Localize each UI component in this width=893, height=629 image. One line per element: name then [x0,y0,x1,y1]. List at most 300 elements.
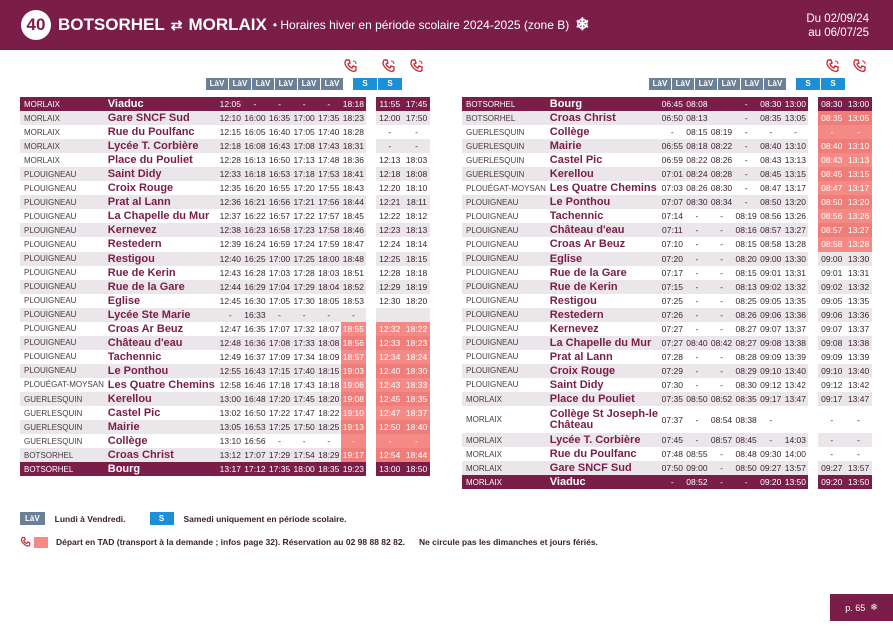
timetable-row [462,364,872,378]
column-gap [808,406,819,433]
departure-time: 18:30 [403,364,430,378]
timetable-row [20,97,430,111]
stop-name: Collège St Joseph-le Château [549,407,658,431]
timetable-row [20,448,430,462]
departure-time: 08:50 [685,392,710,406]
departure-time: 18:09 [318,351,340,362]
departure-time: 08:58 [818,237,845,251]
stop-name: Croix Rouge [107,182,174,195]
timetable-row [462,125,872,139]
departure-time: 18:35 [316,462,341,476]
departure-time: 07:30 [661,379,683,390]
departure-time: 16:55 [268,183,291,194]
departure-time: 07:27 [660,336,685,350]
departure-time: 07:27 [661,323,683,334]
timetable-row [20,209,430,223]
departure-time: - [709,280,734,294]
legend-tad [20,536,598,548]
column-gap [366,322,377,336]
departure-time: 13:42 [847,379,870,390]
timetable-botsorhel-morlaix [462,97,872,489]
stop-name: Tachennic [549,210,604,223]
departure-time: 08:52 [709,392,734,406]
saturday-column-header: S [796,78,820,90]
departure-time: 12:49 [219,351,241,362]
departure-time: - [403,139,430,153]
departure-time: 18:28 [342,127,364,138]
departure-time: 18:24 [403,350,430,364]
left-column-headers [206,78,403,90]
departure-time: 16:33 [243,308,268,322]
timetable-row [20,167,430,181]
departure-time: 16:23 [243,223,268,237]
column-gap [808,350,819,364]
weekday-column-header: LàV [298,78,320,90]
departure-time: 17:57 [318,211,340,222]
timetable-row [462,97,872,111]
departure-time: 17:07 [268,323,291,334]
stop-name: Croas Ar Beuz [549,238,626,251]
departure-time: - [709,308,734,322]
commune-name: GUERLESQUIN [462,167,550,181]
departure-time: 13:10 [783,139,808,153]
departure-time: 17:21 [292,195,317,209]
departure-time: 09:05 [760,295,782,306]
stop-name: Château d'eau [108,336,218,350]
column-gap [808,195,819,209]
stop-name: Eglise [107,294,141,307]
departure-time: 12:13 [379,155,401,166]
departure-time: 18:22 [318,408,340,419]
commune-name: PLOUIGNEAU [20,364,108,378]
column-gap [366,139,377,153]
departure-time: 18:48 [341,252,366,266]
departure-time: 08:30 [735,379,757,390]
departure-time: 13:32 [783,280,808,294]
departure-time: - [388,127,392,138]
stop-name: Rue du Poulfanc [549,448,637,461]
departure-time: 13:35 [847,295,870,306]
departure-time: - [830,449,834,460]
departure-time: 16:46 [244,379,266,390]
saturday-column-header: S [378,78,402,90]
departure-time: 08:30 [758,97,783,111]
departure-time: 08:26 [734,308,759,322]
departure-time: 08:45 [818,167,845,181]
departure-time: 12:28 [379,267,401,278]
departure-time: 08:43 [818,153,845,167]
departure-time: - [720,379,723,390]
departure-time: 08:13 [734,280,759,294]
departure-time: 12:54 [376,448,403,462]
departure-time: 08:42 [709,336,734,350]
timetable-row [20,434,430,448]
departure-time: 19:17 [341,448,366,462]
column-gap [366,125,377,139]
departure-time: 07:35 [660,392,685,406]
departure-time: 08:40 [685,336,710,350]
timetable-row [462,308,872,322]
departure-time: - [327,436,331,447]
departure-time: 12:18 [376,167,403,181]
departure-time: 16:40 [268,127,291,138]
departure-time: 12:48 [218,336,243,350]
departure-time: 13:42 [784,379,806,390]
weekday-column-header: LàV [321,78,343,90]
departure-time: 08:57 [758,223,783,237]
departure-time: 12:25 [376,252,403,266]
departure-time [403,308,430,322]
departure-time: 09:02 [758,280,783,294]
departure-time: - [267,97,292,111]
departure-time: 08:30 [818,97,845,111]
departure-time: 16:29 [243,280,268,294]
departure-time: 18:07 [318,323,340,334]
column-gap [808,475,819,489]
stop-name: Castel Pic [107,407,161,420]
date-from: Du 02/09/24 [806,13,869,25]
commune-name: GUERLESQUIN [20,420,108,434]
commune-name: MORLAIX [462,475,550,489]
departure-time: 09:10 [818,364,845,378]
departure-time: 18:36 [342,155,364,166]
timetable-row [462,223,872,237]
timetable-row [462,195,872,209]
departure-time: 13:31 [847,267,870,278]
stop-name: Place du Pouliet [107,154,193,167]
timetable-row [462,209,872,223]
timetable-row [462,266,872,280]
departure-time: 08:22 [686,155,708,166]
departure-time: 17:29 [292,280,317,294]
stop-name: Le Ponthou [108,364,218,378]
departure-time: 18:57 [341,350,366,364]
column-gap [808,181,819,195]
commune-name: PLOUIGNEAU [24,239,77,249]
departure-time: 17:04 [267,280,292,294]
departure-time: 08:15 [686,127,708,138]
departure-time: 13:38 [845,336,872,350]
commune-name: MORLAIX [20,97,108,111]
departure-time: - [218,308,243,322]
departure-time: 13:26 [784,211,806,222]
departure-time: 18:37 [403,406,430,420]
commune-name: PLOUIGNEAU [466,296,519,306]
column-gap [808,97,819,111]
departure-time: 12:45 [219,295,241,306]
departure-time: 08:30 [710,183,733,194]
commune-name: PLOUIGNEAU [466,211,519,221]
weekday-column-header: LàV [649,78,671,90]
stop-name: Gare SNCF Sud [550,461,660,475]
departure-time: 08:54 [710,414,733,425]
departure-time: - [720,267,723,278]
departure-time: 18:05 [318,295,340,306]
departure-time: 07:17 [661,267,683,278]
commune-name: PLOUIGNEAU [24,183,77,193]
departure-time: - [845,433,872,447]
timetable-morlaix-botsorhel [20,97,430,476]
stop-name: Rue de Kerin [107,266,176,279]
departure-time: 08:35 [818,111,845,125]
timetable-row [20,280,430,294]
departure-time: - [709,461,734,475]
departure-time: 06:55 [660,139,685,153]
departure-time: 09:12 [821,379,843,390]
weekday-column-header: LàV [275,78,297,90]
departure-time: 18:19 [403,280,430,294]
timetable-row [20,266,430,280]
column-gap [366,308,377,322]
departure-time: 18:55 [341,322,366,336]
departure-time: 16:43 [243,364,268,378]
stop-name: Lycée T. Corbière [550,433,660,447]
departure-time: 17:45 [403,97,430,111]
departure-time: - [845,125,872,139]
departure-time: - [376,139,403,153]
commune-name: PLOUIGNEAU [462,252,550,266]
column-gap [808,125,819,139]
departure-time: 08:50 [734,461,759,475]
departure-time: 14:00 [784,449,806,460]
departure-time: 18:44 [341,195,366,209]
departure-time: - [720,295,723,306]
commune-name: PLOUIGNEAU [466,268,519,278]
column-gap [366,350,377,364]
departure-time: 12:50 [376,420,403,434]
departure-time: 17:23 [292,223,317,237]
departure-time: 18:00 [316,252,341,266]
departure-time: - [720,449,723,460]
timetable-row [20,195,430,209]
commune-name: GUERLESQUIN [462,139,550,153]
weekday-column-header: LàV [672,78,694,90]
column-gap [808,237,819,251]
column-gap [808,280,819,294]
departure-time: 08:40 [818,139,845,153]
stop-name: Rue du Poulfanc [107,126,195,139]
departure-time: 08:19 [735,211,757,222]
departure-time: - [243,97,268,111]
departure-time: 17:45 [292,392,317,406]
departure-time: 18:33 [403,378,430,392]
departure-time: 18:23 [403,336,430,350]
header-banner [0,0,893,50]
commune-name: MORLAIX [462,392,550,406]
column-gap [808,461,819,475]
timetable-row [20,322,430,336]
departure-time: 12:40 [376,364,403,378]
departure-time: - [695,267,699,278]
departure-time: 17:43 [293,379,315,390]
departure-time: - [695,351,699,362]
departure-time: - [292,97,317,111]
departure-time: 17:09 [268,351,291,362]
stop-name: Kerellou [108,392,218,406]
departure-time: 09:20 [818,475,845,489]
departure-time: 08:19 [710,127,733,138]
departure-time: 13:39 [847,351,870,362]
departure-time: 12:10 [218,111,243,125]
departure-time: 08:45 [734,433,759,447]
departure-time: 17:15 [267,364,292,378]
departure-time: - [695,211,699,222]
column-gap [366,420,377,434]
departure-time: - [734,139,759,153]
stop-name: Croas Christ [550,111,660,125]
departure-time: 13:17 [218,462,243,476]
commune-name: PLOUIGNEAU [462,336,550,350]
stop-name: Collège [549,126,590,139]
departure-time: 09:01 [760,267,782,278]
departure-time: 09:20 [758,475,783,489]
departure-time: 16:25 [243,252,268,266]
departure-time: 13:26 [845,209,872,223]
departure-time: 08:38 [735,414,757,425]
stop-name: Château d'eau [550,223,660,237]
departure-time: - [403,434,430,448]
departure-time: 13:47 [845,392,872,406]
departure-time: 08:58 [760,239,782,250]
departure-time: 09:00 [685,461,710,475]
departure-time: 17:56 [316,195,341,209]
departure-time: 19:23 [341,462,366,476]
departure-time: 12:32 [376,322,403,336]
stop-name: Mairie [550,139,660,153]
timetable-row [462,447,872,461]
departure-time: 17:20 [267,392,292,406]
departure-time: 17:18 [292,167,317,181]
column-gap [366,364,377,378]
timetable-row [462,252,872,266]
commune-name: MORLAIX [24,127,61,137]
departure-time: 17:00 [267,252,292,266]
departure-time: 12:05 [218,97,243,111]
departure-time: 09:27 [818,461,845,475]
route-title [58,15,589,35]
stop-name: Les Quatre Chemins [549,182,657,195]
departure-time: - [818,433,845,447]
departure-time: - [818,125,845,139]
departure-time: 09:07 [821,323,843,334]
departure-time: - [302,436,306,447]
departure-time: 17:25 [292,252,317,266]
departure-time: 13:50 [783,475,808,489]
column-gap [808,294,819,308]
departure-time: 13:05 [783,111,808,125]
column-gap [808,153,819,167]
stop-name: Mairie [108,420,218,434]
departure-time: 08:28 [735,351,757,362]
departure-time: 13:40 [783,364,808,378]
departure-time: 13:05 [218,420,243,434]
departure-time: 19:08 [341,392,366,406]
departure-time: 18:04 [316,280,341,294]
weekday-column-header: LàV [764,78,786,90]
departure-time: - [744,183,748,194]
departure-time: 06:50 [660,111,685,125]
column-gap [808,378,819,392]
departure-time: 19:06 [341,378,366,392]
route-from: BOTSORHEL [58,15,165,34]
departure-time: 17:29 [267,448,292,462]
page-number-badge [830,594,893,621]
column-gap [366,434,377,448]
column-gap [808,266,819,280]
departure-time: 18:45 [342,211,364,222]
departure-time: 17:40 [292,364,317,378]
departure-time: 17:22 [268,408,291,419]
departure-time: - [695,323,699,334]
departure-time: 08:26 [686,183,708,194]
timetable-row [462,167,872,181]
departure-time: 16:56 [267,195,292,209]
departure-time: - [660,475,685,489]
saturday-description: Samedi uniquement en période scolaire. [183,513,347,524]
departure-time: 13:13 [845,153,872,167]
column-gap [808,364,819,378]
departure-time: 18:51 [342,267,364,278]
departure-time: - [744,155,748,166]
departure-time: 18:18 [405,267,428,278]
stop-name: Prat al Lann [549,350,613,363]
departure-time: 08:57 [818,223,845,237]
departure-time: - [292,308,317,322]
departure-time: 07:50 [660,461,685,475]
weekday-column-header: LàV [741,78,763,90]
departure-time: 18:50 [403,462,430,476]
no-service-note: Ne circule pas les dimanches et jours fériés. [418,537,598,547]
departure-time: - [341,308,366,322]
departure-time: 09:00 [818,252,845,266]
commune-name: GUERLESQUIN [466,127,525,137]
departure-time: 12:20 [379,183,401,194]
departure-time: - [830,414,834,425]
route-to: MORLAIX [188,15,267,34]
departure-time: 08:47 [818,181,845,195]
phone-icon [409,58,425,74]
departure-time: 08:27 [735,323,757,334]
departure-time: 18:43 [342,183,364,194]
departure-time: 08:55 [686,449,708,460]
stop-name: Croas Christ [108,448,218,462]
commune-name: PLOUÉGAT-MOYSAN [24,380,104,390]
stop-name: Les Quatre Chemins [107,378,215,391]
stop-name: Place du Pouliet [550,392,660,406]
departure-time: 18:12 [405,211,428,222]
tad-swatch [34,537,48,548]
column-gap [366,209,377,223]
departure-time: 08:30 [685,195,710,209]
departure-time: 13:00 [845,97,872,111]
departure-time: 09:01 [821,267,843,278]
departure-time: 17:12 [243,462,268,476]
departure-time: - [695,295,699,306]
departure-time: 09:07 [760,323,782,334]
timetable-row [462,139,872,153]
departure-time: - [734,97,759,111]
departure-time: 08:50 [758,195,783,209]
departure-time: 18:35 [403,392,430,406]
departure-time: 17:03 [268,267,291,278]
departure-time: 07:20 [660,252,685,266]
commune-name: PLOUIGNEAU [462,364,550,378]
departure-time: - [720,211,723,222]
departure-time: 13:39 [784,351,806,362]
departure-time: 17:43 [316,139,341,153]
departure-time: 12:35 [219,183,241,194]
timetable-row [462,475,872,489]
